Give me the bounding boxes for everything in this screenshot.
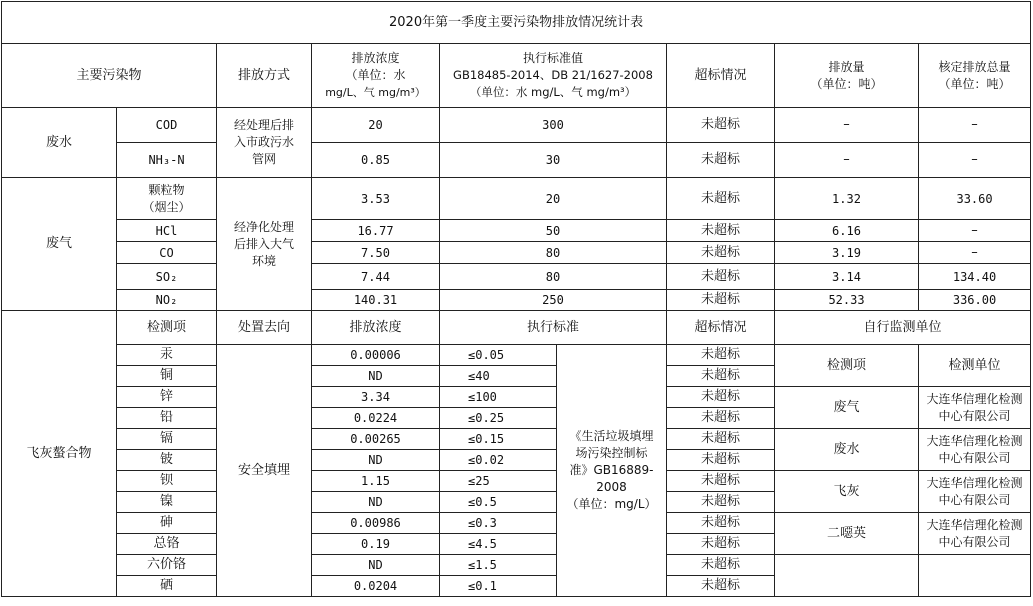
table-row: 硒 0.0204 ≤0.1 未超标 [2,576,1031,597]
monitor-unit: 大连华信理化检测中心有限公司 [919,429,1031,471]
table-row: CO 7.50 80 未超标 3.19 – [2,242,1031,264]
monitor-unit: 大连华信理化检测中心有限公司 [919,513,1031,555]
header-method: 排放方式 [217,44,312,108]
monitor-unit: 大连华信理化检测中心有限公司 [919,387,1031,429]
table-row: 六价铬 ND ≤1.5 未超标 [2,555,1031,576]
category-exhaust: 废气 [2,178,117,311]
table-row: 废气 颗粒物 （烟尘） 经净化处理 后排入大气 环境 3.53 20 未超标 1.32 33.60 [2,178,1031,220]
monitor-unit-header: 检测单位 [919,345,1031,387]
table-row: 砷 0.00986 ≤0.3 未超标 二噁英 大连华信理化检测中心有限公司 [2,513,1031,534]
exhaust-method: 经净化处理 后排入大气 环境 [217,178,312,311]
table-row: 铍 ND ≤0.02 未超标 [2,450,1031,471]
monitor-empty [919,555,1031,597]
header-total: 核定排放总量 （单位：吨） [919,44,1031,108]
table-row: SO₂ 7.44 80 未超标 3.14 134.40 [2,264,1031,290]
title-row [2,2,1031,44]
flyash-destination: 安全填埋 [217,345,312,597]
monitor-item: 二噁英 [775,513,919,555]
table-row: 总铬 0.19 ≤4.5 未超标 [2,534,1031,555]
table-row: 汞 安全填埋 0.00006 ≤0.05 《生活垃圾填埋 场污染控制标 准》GB16889- 2008 （单位：mg/L） 未超标 检测项 检测单位 [2,345,1031,366]
table-row: NO₂ 140.31 250 未超标 52.33 336.00 [2,290,1031,311]
flyash-header-row: 飞灰螯合物 检测项 处置去向 排放浓度 执行标准 超标情况 自行监测单位 [2,311,1031,345]
monitor-empty [775,555,919,597]
table-title: 2020年第一季度主要污染物排放情况统计表 [2,2,1031,44]
table-row: 钡 1.15 ≤25 未超标 飞灰 大连华信理化检测中心有限公司 [2,471,1031,492]
monitor-item: 废水 [775,429,919,471]
wastewater-method: 经处理后排 入市政污水 管网 [217,108,312,178]
table-row: 铜 ND ≤40 未超标 [2,366,1031,387]
header-concentration: 排放浓度 （单位：水 mg/L、气 mg/m³） [312,44,440,108]
monitor-unit: 大连华信理化检测中心有限公司 [919,471,1031,513]
flyash-standard: 《生活垃圾填埋 场污染控制标 准》GB16889- 2008 （单位：mg/L） [557,345,667,597]
category-wastewater: 废水 [2,108,117,178]
table-row: 锌 3.34 ≤100 未超标 废气 大连华信理化检测中心有限公司 [2,387,1031,408]
table-row: 镍 ND ≤0.5 未超标 [2,492,1031,513]
table-row: 铅 0.0224 ≤0.25 未超标 [2,408,1031,429]
category-flyash: 飞灰螯合物 [2,311,117,597]
pollutant-table [1,1,1031,597]
monitor-item: 废气 [775,387,919,429]
table-row: 镉 0.00265 ≤0.15 未超标 废水 大连华信理化检测中心有限公司 [2,429,1031,450]
table-row: NH₃-N 0.85 30 未超标 – – [2,143,1031,178]
monitor-item: 飞灰 [775,471,919,513]
monitor-item-header: 检测项 [775,345,919,387]
header-amount: 排放量 （单位：吨） [775,44,919,108]
table-row: 废水 COD 经处理后排 入市政污水 管网 20 300 未超标 – – [2,108,1031,143]
header-row [2,44,1031,108]
header-exceed: 超标情况 [667,44,775,108]
header-standard: 执行标准值 GB18485-2014、DB 21/1627-2008 （单位：水 mg/L、气 mg/m³） [440,44,667,108]
table-row: HCl 16.77 50 未超标 6.16 – [2,220,1031,242]
header-pollutant: 主要污染物 [2,44,217,108]
